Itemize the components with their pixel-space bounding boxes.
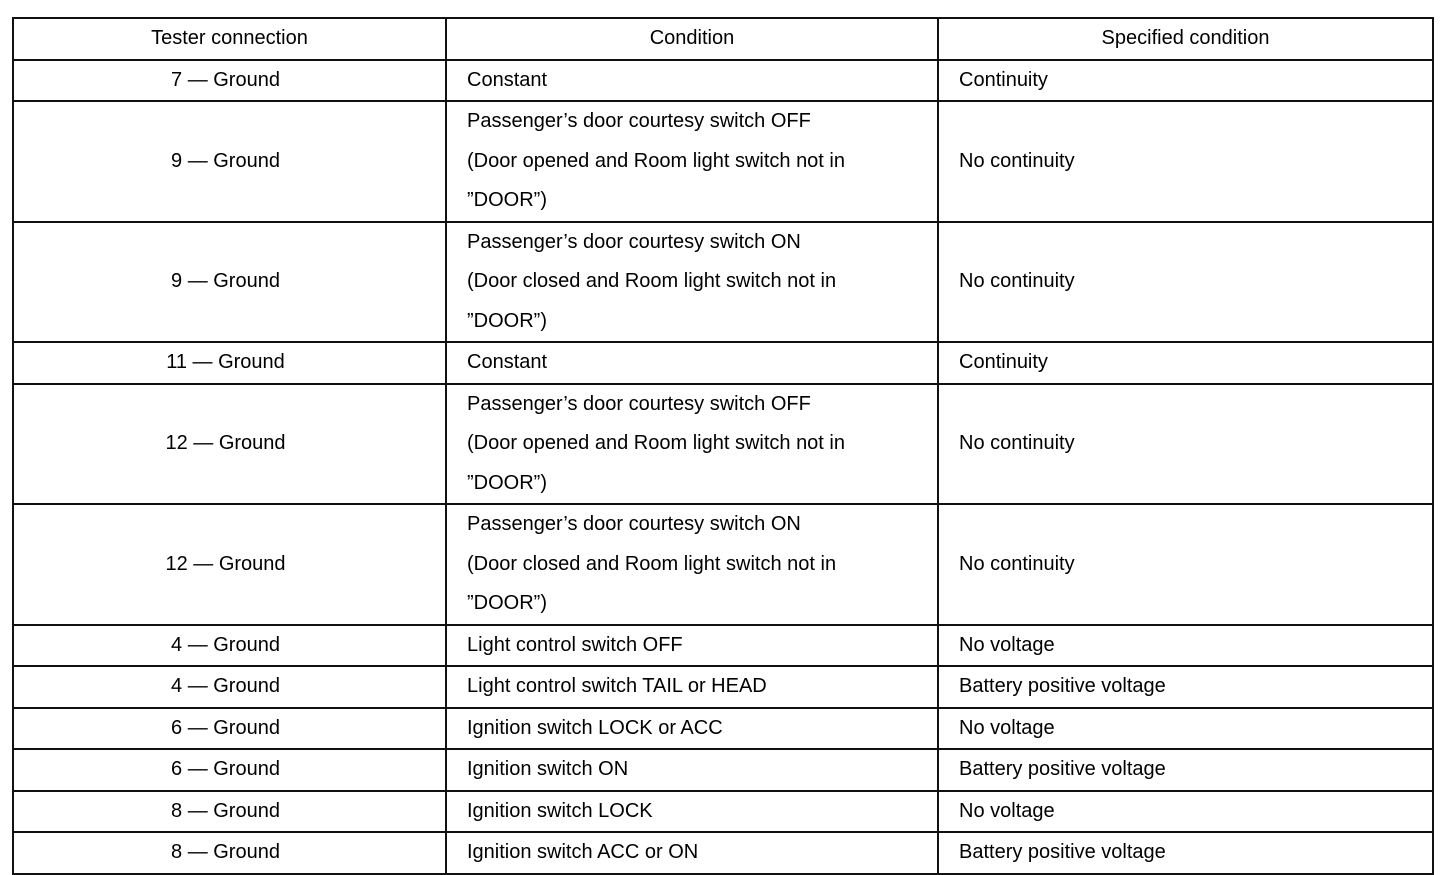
condition-cell: [446, 101, 938, 222]
condition-line: Light control switch TAIL or HEAD: [467, 675, 767, 697]
inspection-table: [12, 17, 1434, 875]
condition-line: Ignition switch LOCK or ACC: [467, 716, 723, 739]
table-row: [13, 749, 1433, 791]
specified-condition-cell: No continuity: [938, 222, 1433, 343]
table-row: [13, 384, 1433, 505]
condition-line: ”DOOR”): [467, 471, 547, 494]
table-row: [13, 832, 1433, 874]
header-row: [13, 18, 1433, 60]
condition-line: Constant: [467, 351, 548, 373]
tester-connection-cell: 7 — Ground: [13, 60, 446, 102]
condition-cell: [446, 791, 938, 833]
specified-condition-cell: No voltage: [938, 708, 1433, 750]
specified-condition-cell: Battery positive voltage: [938, 749, 1433, 791]
table-row: [13, 791, 1433, 833]
condition-cell: [446, 625, 938, 667]
tester-connection-cell: 12 — Ground: [13, 504, 446, 625]
condition-line: Ignition switch ON: [467, 758, 629, 780]
specified-condition-cell: No voltage: [938, 625, 1433, 667]
table-row: [13, 101, 1433, 222]
table-row: [13, 222, 1433, 343]
specified-condition-cell: Battery positive voltage: [938, 666, 1433, 708]
tester-connection-cell: 6 — Ground: [13, 749, 446, 791]
condition-line: Ignition switch ACC or ON: [467, 841, 699, 863]
condition-cell: [446, 749, 938, 791]
specified-condition-cell: Continuity: [938, 60, 1433, 102]
specified-condition-cell: No continuity: [938, 101, 1433, 222]
condition-cell: [446, 832, 938, 874]
condition-cell: [446, 342, 938, 384]
specified-condition-cell: No voltage: [938, 791, 1433, 833]
tester-connection-cell: 9 — Ground: [13, 222, 446, 343]
condition-cell: [446, 384, 938, 505]
specified-condition-cell: Continuity: [938, 342, 1433, 384]
condition-cell: [446, 504, 938, 625]
table-row: [13, 708, 1433, 750]
table-row: [13, 342, 1433, 384]
tester-connection-cell: 4 — Ground: [13, 625, 446, 667]
condition-cell: [446, 222, 938, 343]
condition-line: Passenger’s door courtesy switch ON: [467, 513, 801, 535]
condition-line: ”DOOR”): [467, 309, 547, 332]
condition-line: (Door opened and Room light switch not in: [467, 432, 845, 454]
condition-line: Ignition switch LOCK: [467, 799, 653, 822]
tester-connection-cell: 8 — Ground: [13, 791, 446, 833]
tester-connection-cell: 4 — Ground: [13, 666, 446, 708]
header-tester-connection: Tester connection: [13, 18, 446, 60]
tester-connection-cell: 9 — Ground: [13, 101, 446, 222]
condition-cell: [446, 708, 938, 750]
condition-line: ”DOOR”): [467, 592, 547, 614]
condition-line: ”DOOR”): [467, 189, 547, 211]
condition-line: Passenger’s door courtesy switch OFF: [467, 392, 811, 415]
specified-condition-cell: No continuity: [938, 384, 1433, 505]
specified-condition-cell: Battery positive voltage: [938, 832, 1433, 874]
table-row: [13, 666, 1433, 708]
table-row: [13, 504, 1433, 625]
specified-condition-cell: No continuity: [938, 504, 1433, 625]
condition-line: Constant: [467, 68, 548, 91]
table-row: [13, 625, 1433, 667]
condition-line: Passenger’s door courtesy switch ON: [467, 230, 801, 253]
condition-line: (Door closed and Room light switch not in: [467, 552, 837, 575]
condition-line: Passenger’s door courtesy switch OFF: [467, 110, 811, 132]
tester-connection-cell: 11 — Ground: [13, 342, 446, 384]
tester-connection-cell: 6 — Ground: [13, 708, 446, 750]
condition-cell: [446, 60, 938, 102]
condition-line: (Door closed and Room light switch not in: [467, 270, 837, 292]
tester-connection-cell: 12 — Ground: [13, 384, 446, 505]
condition-line: (Door opened and Room light switch not in: [467, 149, 845, 172]
table-row: [13, 60, 1433, 102]
header-condition: Condition: [446, 18, 938, 60]
condition-cell: [446, 666, 938, 708]
tester-connection-cell: 8 — Ground: [13, 832, 446, 874]
header-specified-condition: Specified condition: [938, 18, 1433, 60]
condition-line: Light control switch OFF: [467, 633, 683, 656]
